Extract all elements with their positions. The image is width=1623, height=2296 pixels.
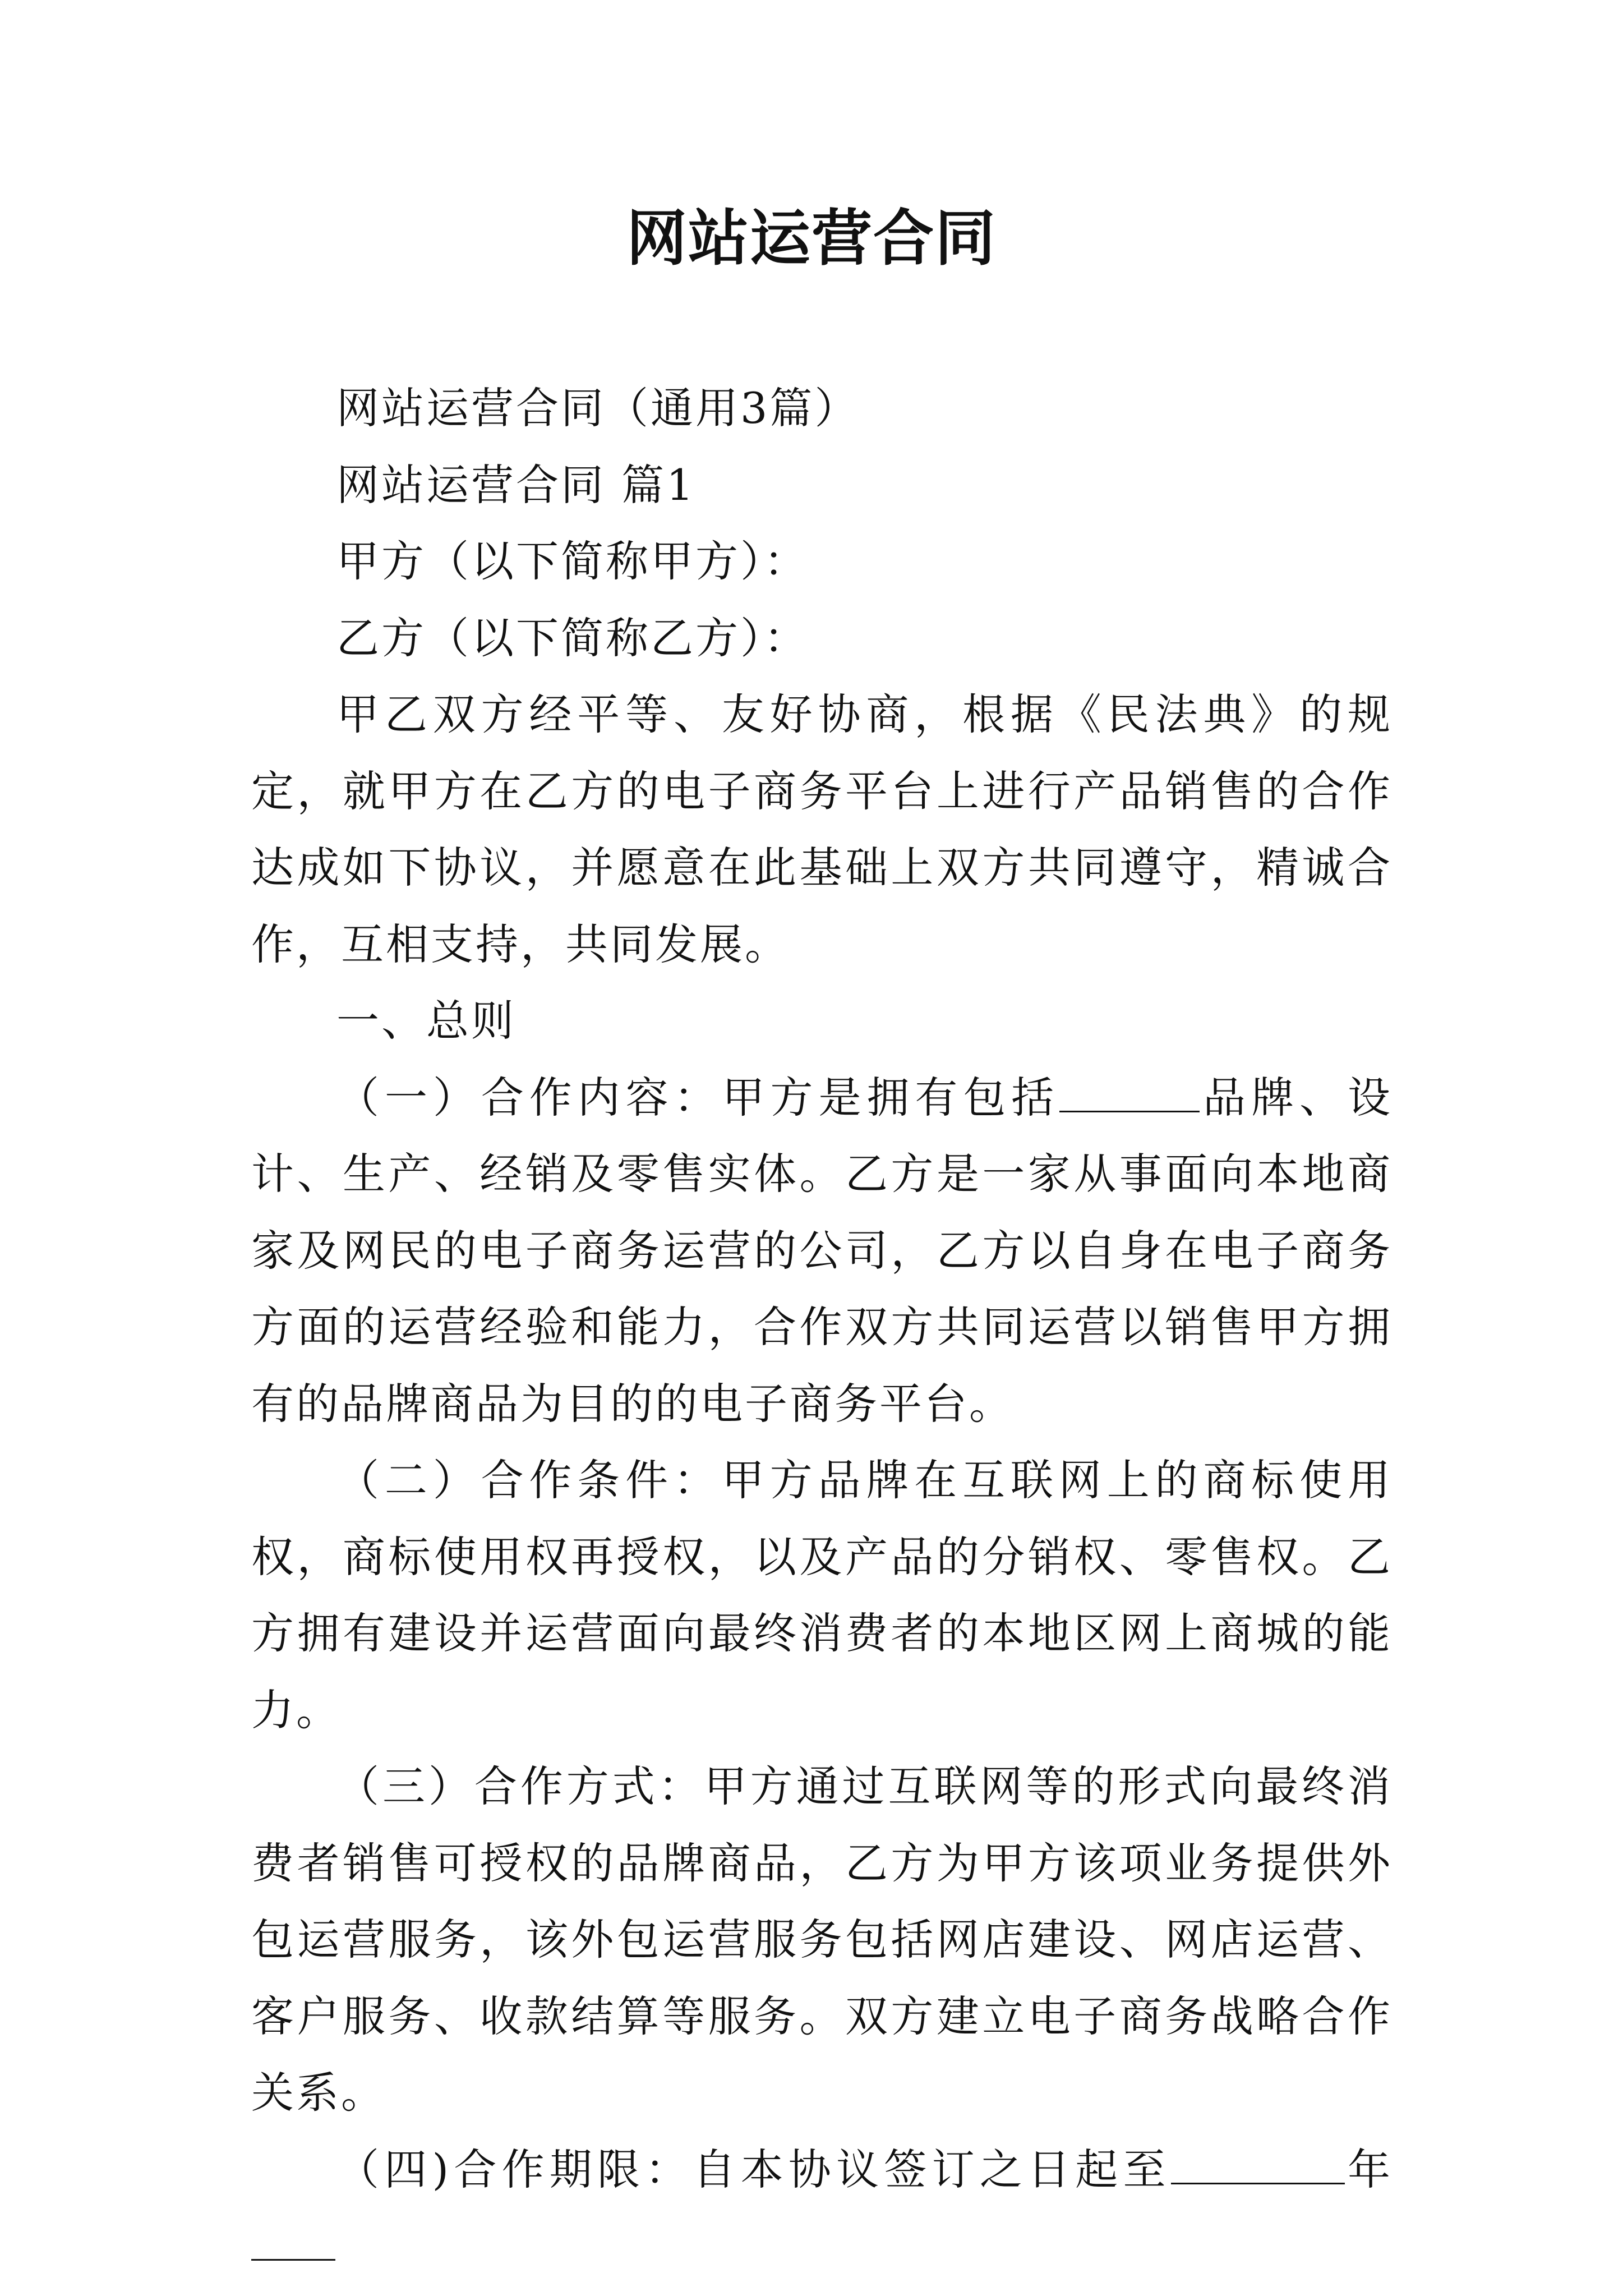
paragraph-general-provisions: 一、总则 bbox=[336, 996, 516, 1046]
paragraph-party-b: 乙方（以下简称乙方）： bbox=[336, 613, 809, 663]
document-body bbox=[251, 370, 1393, 2285]
paragraph-party-a: 甲方（以下简称甲方）： bbox=[336, 536, 809, 586]
paragraph-cooperation-conditions: （二）合作条件：甲方品牌在互联网上的商标使用权，商标使用权再授权，以及产品的分销权、零售权。乙方拥有建设并运营面向最终消费者的本地区网上商城的能力。 bbox=[251, 1455, 1393, 1735]
paragraph-cooperation-method: （三）合作方式：甲方通过互联网等的形式向最终消费者销售可授权的品牌商品，乙方为甲方该项业务提供外包运营服务，该外包运营服务包括网店建设、网店运营、客户服务、收款结算等服务。双方建立电子商务战略合作关系。 bbox=[251, 1761, 1393, 2118]
paragraph-cooperation-content bbox=[251, 1060, 1393, 1443]
paragraph-cooperation-term bbox=[251, 2132, 1393, 2285]
paragraph-subtitle: 网站运营合同（通用3篇） bbox=[336, 383, 860, 433]
cooperation-term-text-before: （四)合作期限：自本协议签订之日起至 bbox=[336, 2144, 1171, 2194]
month-blank-line bbox=[251, 2225, 335, 2261]
cooperation-term-year: 年 bbox=[1344, 2144, 1393, 2194]
cooperation-content-text-after: 品牌、设计、生产、经销及零售实体。乙方是一家从事面向本地商家及网民的电子商务运营的公司，乙方以自身在电子商务方面的运营经验和能力，合作双方共同运营以销售甲方拥有的品牌商品为目的的电子商务平台。 bbox=[251, 1072, 1393, 1429]
brand-blank-line bbox=[1059, 1077, 1200, 1112]
paragraph-preamble: 甲乙双方经平等、友好协商，根据《民法典》的规定，就甲方在乙方的电子商务平台上进行产品销售的合作达成如下协议，并愿意在此基础上双方共同遵守，精诚合作，互相支持，共同发展。 bbox=[251, 689, 1393, 969]
cooperation-content-text-before: （一）合作内容：甲方是拥有包括 bbox=[336, 1072, 1060, 1122]
paragraph-section-heading: 网站运营合同 篇1 bbox=[336, 459, 696, 510]
document-title: 网站运营合同 bbox=[626, 203, 997, 274]
year-blank-line bbox=[1171, 2149, 1345, 2184]
